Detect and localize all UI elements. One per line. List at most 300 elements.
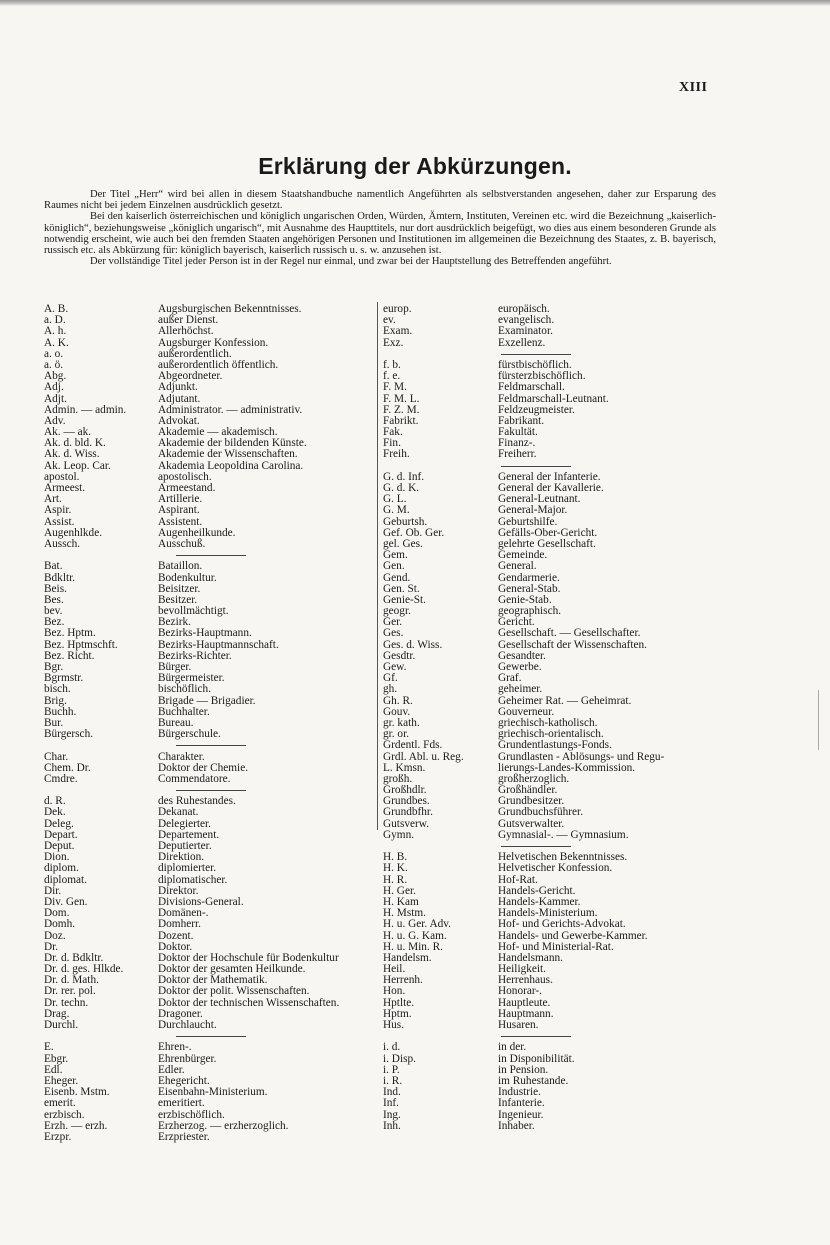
abbreviation-meaning: Ehren-. bbox=[158, 1041, 192, 1054]
abbreviation-meaning: Adjutant. bbox=[158, 392, 201, 405]
page-edge-mark bbox=[818, 690, 825, 750]
abbreviation: Dr. d. ges. Hlkde. bbox=[44, 964, 124, 976]
abbreviation-meaning: Commendatore. bbox=[158, 772, 231, 785]
abbreviation: Heil. bbox=[383, 964, 406, 976]
abbreviation-entry bbox=[44, 371, 374, 382]
abbreviation: a. D. bbox=[44, 315, 66, 327]
abbreviation: Bgrmstr. bbox=[44, 673, 84, 685]
abbreviation: F. M. L. bbox=[383, 393, 420, 405]
abbreviation-entry bbox=[44, 752, 374, 763]
abbreviation: Abg. bbox=[44, 371, 67, 383]
section-separator bbox=[44, 1031, 374, 1042]
abbreviation: i. d. bbox=[383, 1042, 401, 1054]
abbreviation-meaning: Gutsverwalter. bbox=[498, 817, 565, 830]
abbreviation-entry bbox=[383, 1110, 719, 1121]
abbreviation: G. M. bbox=[383, 505, 410, 517]
abbreviation: A. h. bbox=[44, 326, 67, 338]
abbreviation: Gymn. bbox=[383, 829, 415, 841]
abbreviation-meaning: Hof- und Ministerial-Rat. bbox=[498, 940, 614, 953]
section-separator bbox=[44, 740, 374, 751]
abbreviation-meaning: Departement. bbox=[158, 828, 220, 841]
abbreviation: Bürgersch. bbox=[44, 729, 94, 741]
abbreviation-meaning: Allerhöchst. bbox=[158, 325, 214, 338]
abbreviation-meaning: Heiligkeit. bbox=[498, 963, 547, 976]
abbreviation-meaning: Doktor der polit. Wissenschaften. bbox=[158, 985, 310, 998]
abbreviation-meaning: Examinator. bbox=[498, 325, 553, 338]
abbreviation: a. ö. bbox=[44, 359, 64, 371]
abbreviation-meaning: bischöflich. bbox=[158, 683, 212, 696]
abbreviation-entry bbox=[44, 561, 374, 572]
abbreviation-entry bbox=[44, 1098, 374, 1109]
abbreviation-entry bbox=[44, 528, 374, 539]
abbreviation-meaning: Doktor der Hochschule für Bodenkultur bbox=[158, 951, 339, 964]
abbreviation-meaning: Charakter. bbox=[158, 750, 205, 763]
abbreviation: ev. bbox=[383, 315, 396, 327]
abbreviation-entry bbox=[383, 449, 719, 460]
abbreviation: Hptlte. bbox=[383, 997, 415, 1009]
abbreviation-entry bbox=[383, 573, 719, 584]
abbreviation-meaning: Feldmarschall-Leutnant. bbox=[498, 392, 609, 405]
abbreviation-meaning: Herrenhaus. bbox=[498, 974, 553, 987]
abbreviation: H. u. Min. R. bbox=[383, 941, 443, 953]
abbreviation-entry bbox=[44, 841, 374, 852]
abbreviation-meaning: Gesellschaft. — Gesellschafter. bbox=[498, 627, 641, 640]
abbreviation: Freih. bbox=[383, 449, 410, 461]
abbreviation-entry bbox=[44, 774, 374, 785]
abbreviation: Drag. bbox=[44, 1008, 70, 1020]
page-title: Erklärung der Abkürzungen. bbox=[258, 153, 572, 179]
abbreviation-meaning: Brigade — Brigadier. bbox=[158, 694, 256, 707]
abbreviation-meaning: Erzherzog. — erzherzoglich. bbox=[158, 1119, 289, 1132]
abbreviation-entry bbox=[383, 628, 719, 639]
abbreviation-meaning: Ehegericht. bbox=[158, 1074, 210, 1087]
abbreviation: Bez. Richt. bbox=[44, 650, 95, 662]
abbreviation: Bdkltr. bbox=[44, 572, 76, 584]
section-separator bbox=[44, 550, 374, 561]
abbreviation-meaning: General. bbox=[498, 560, 537, 573]
abbreviation-meaning: Genie-Stab. bbox=[498, 593, 552, 606]
abbreviation-meaning: Grundbuchsführer. bbox=[498, 806, 584, 819]
abbreviation-meaning: Helvetischen Bekenntnisses. bbox=[498, 851, 628, 864]
abbreviation: Gef. Ob. Ger. bbox=[383, 527, 445, 539]
page-number: XIII bbox=[679, 80, 708, 95]
abbreviation-meaning: Dragoner. bbox=[158, 1007, 203, 1020]
abbreviation: Doz. bbox=[44, 930, 66, 942]
separator-rule bbox=[501, 354, 571, 355]
abbreviation-meaning: Domänen-. bbox=[158, 907, 209, 920]
abbreviation: großh. bbox=[383, 773, 413, 785]
abbreviation: Beis. bbox=[44, 583, 67, 595]
abbreviation: Cmdre. bbox=[44, 773, 78, 785]
intro-paragraph: Der Titel „Herr“ wird bei allen in diesem Staatshandbuche namentlich Angeführten als selbstverstanden angesehen, daher zur Ersparung des Raumes nicht bei jedem Einzelnen ausdrücklich gesetzt. bbox=[44, 189, 716, 212]
abbreviation-entry bbox=[383, 416, 719, 427]
abbreviation: gh. bbox=[383, 684, 398, 696]
abbreviation-meaning: Bezirks-Hauptmann. bbox=[158, 627, 252, 640]
abbreviation: Gutsverw. bbox=[383, 818, 430, 830]
abbreviation-meaning: Graf. bbox=[498, 672, 522, 685]
abbreviation: Bez. Hptm. bbox=[44, 628, 96, 640]
abbreviation-meaning: Ausschuß. bbox=[158, 537, 206, 550]
abbreviation: Hus. bbox=[383, 1020, 405, 1031]
abbreviation-meaning: Bodenkultur. bbox=[158, 571, 217, 584]
abbreviation-meaning: Administrator. — administrativ. bbox=[158, 403, 303, 416]
abbreviation-meaning: Doktor der Mathematik. bbox=[158, 974, 268, 987]
abbreviation: gel. Ges. bbox=[383, 538, 423, 550]
abbreviation-meaning: griechisch-katholisch. bbox=[498, 716, 598, 729]
abbreviation-meaning: gelehrte Gesellschaft. bbox=[498, 537, 596, 550]
abbreviation: Dr. techn. bbox=[44, 997, 89, 1009]
abbreviation-entry bbox=[44, 1132, 374, 1143]
abbreviation: Handelsm. bbox=[383, 952, 432, 964]
abbreviation: emerit. bbox=[44, 1098, 76, 1110]
abbreviation-meaning: Gemeinde. bbox=[498, 549, 548, 562]
abbreviation: bisch. bbox=[44, 684, 71, 696]
abbreviation-meaning: großherzoglich. bbox=[498, 772, 570, 785]
abbreviation-meaning: Abgeordneter. bbox=[158, 370, 223, 383]
abbreviation-entry bbox=[44, 326, 374, 337]
abbreviation-meaning: diplomatischer. bbox=[158, 873, 228, 886]
abbreviation-meaning: Buchhalter. bbox=[158, 705, 210, 718]
abbreviation: Augenhlkde. bbox=[44, 527, 103, 539]
abbreviation: Brig. bbox=[44, 695, 67, 707]
abbreviation-meaning: Feldmarschall. bbox=[498, 381, 565, 394]
abbreviation: Inf. bbox=[383, 1098, 399, 1110]
abbreviation-meaning: Hauptmann. bbox=[498, 1007, 554, 1020]
abbreviation-meaning: Gouverneur. bbox=[498, 705, 555, 718]
abbreviation: Dir. bbox=[44, 885, 62, 897]
abbreviation-entry bbox=[44, 449, 374, 460]
abbreviation-meaning: Ingenieur. bbox=[498, 1108, 544, 1121]
abbreviation: Grdentl. Fds. bbox=[383, 740, 443, 752]
section-separator bbox=[383, 461, 719, 472]
abbreviation-entry bbox=[383, 931, 719, 942]
abbreviation: Adj. bbox=[44, 382, 64, 394]
abbreviation-meaning: Grundbesitzer. bbox=[498, 795, 565, 808]
abbreviation: Ing. bbox=[383, 1109, 401, 1121]
abbreviation-meaning: Bureau. bbox=[158, 716, 194, 729]
separator-rule bbox=[176, 555, 246, 556]
abbreviation-meaning: griechisch-orientalisch. bbox=[498, 728, 604, 741]
abbreviation-entry bbox=[383, 561, 719, 572]
abbreviation-entry bbox=[383, 394, 719, 405]
abbreviation: A. K. bbox=[44, 337, 69, 349]
abbreviation: Herrenh. bbox=[383, 975, 423, 987]
abbreviation: Bez. bbox=[44, 617, 65, 629]
abbreviation-meaning: Doktor. bbox=[158, 940, 193, 953]
abbreviation: Art. bbox=[44, 494, 62, 506]
abbreviation-meaning: Doktor der Chemie. bbox=[158, 761, 249, 774]
abbreviation-meaning: Dekanat. bbox=[158, 806, 199, 819]
abbreviation: diplomat. bbox=[44, 874, 87, 886]
abbreviation-meaning: in Pension. bbox=[498, 1063, 549, 1076]
abbreviation-meaning: Großhändler. bbox=[498, 784, 558, 797]
abbreviation-meaning: Feldzeugmeister. bbox=[498, 403, 575, 416]
abbreviation-meaning: Delegierter. bbox=[158, 817, 212, 830]
abbreviation: Fin. bbox=[383, 438, 401, 450]
abbreviation: Bur. bbox=[44, 717, 64, 729]
abbreviation: Ges. bbox=[383, 628, 404, 640]
abbreviation-entry bbox=[383, 830, 719, 841]
abbreviation-meaning: außerordentlich öffentlich. bbox=[158, 358, 279, 371]
abbreviation-meaning: Advokat. bbox=[158, 414, 200, 427]
abbreviation: f. b. bbox=[383, 359, 401, 371]
separator-rule bbox=[501, 846, 571, 847]
abbreviation-entry bbox=[383, 606, 719, 617]
abbreviation: Dr. d. Bdkltr. bbox=[44, 952, 104, 964]
abbreviation: A. B. bbox=[44, 304, 69, 315]
section-separator bbox=[383, 1031, 719, 1042]
intro-paragraph: Bei den kaiserlich österreichischen und königlich ungarischen Orden, Würden, Ämtern, Instituten, Vereinen etc. wird die Bezeichnung „kaiserlich-königlich“, beziehungsweise „königlich ungarisch“, mit Ausnahme des Haupttitels, nur dort ausdrücklich beigefügt, wo dies aus einem besonderen Grunde als notwendig erscheint, wie auch bei den fremden Staaten angehörigen Personen und Institutionen im allgemeinen die Bezeichnung des Staates, z. B. bayerisch, russisch etc. als Abkürzung für: königlich bayerisch, kaiserlich russisch u. s. w. anzusehen ist. bbox=[44, 211, 716, 257]
abbreviation: Gem. bbox=[383, 550, 408, 562]
abbreviation: H. B. bbox=[383, 852, 408, 864]
abbreviation: geogr. bbox=[383, 606, 411, 618]
abbreviation-entry bbox=[383, 640, 719, 651]
section-separator bbox=[383, 841, 719, 852]
abbreviation-meaning: Geheimer Rat. — Geheimrat. bbox=[498, 694, 632, 707]
abbreviation-meaning: Bataillon. bbox=[158, 560, 203, 573]
abbreviation: Adjt. bbox=[44, 393, 67, 405]
abbreviation-entry bbox=[44, 382, 374, 393]
abbreviation: f. e. bbox=[383, 371, 401, 383]
abbreviation-entry bbox=[383, 1009, 719, 1020]
intro-paragraph: Der vollständige Titel jeder Person ist in der Regel nur einmal, und zwar bei der Hauptstellung des Betreffenden angeführt. bbox=[90, 256, 612, 268]
abbreviation-meaning: Dozent. bbox=[158, 929, 194, 942]
abbreviation-entry bbox=[383, 919, 719, 930]
abbreviation-entry bbox=[44, 863, 374, 874]
abbreviation: diplom. bbox=[44, 863, 79, 875]
abbreviation: Fabrikt. bbox=[383, 415, 419, 427]
abbreviation-entry bbox=[383, 1098, 719, 1109]
abbreviation-list-right bbox=[383, 304, 719, 1132]
abbreviation: Ak. — ak. bbox=[44, 427, 92, 439]
abbreviation: d. R. bbox=[44, 796, 66, 808]
abbreviation: gr. or. bbox=[383, 729, 410, 741]
abbreviation: Dion. bbox=[44, 852, 70, 864]
abbreviation-meaning: Gesellschaft der Wissenschaften. bbox=[498, 638, 647, 651]
abbreviation: Hptm. bbox=[383, 1008, 412, 1020]
abbreviation: Ges. d. Wiss. bbox=[383, 639, 443, 651]
abbreviation-meaning: evangelisch. bbox=[498, 314, 555, 327]
abbreviation-entry bbox=[44, 919, 374, 930]
abbreviation-meaning: Gendarmerie. bbox=[498, 571, 560, 584]
abbreviation-entry bbox=[383, 405, 719, 416]
abbreviation-meaning: Handels- und Gewerbe-Kammer. bbox=[498, 929, 648, 942]
abbreviation: Char. bbox=[44, 751, 69, 763]
abbreviation-meaning: Armeestand. bbox=[158, 482, 216, 494]
separator-rule bbox=[501, 1036, 571, 1037]
abbreviation-entry bbox=[383, 740, 719, 751]
abbreviation: Domh. bbox=[44, 919, 76, 931]
abbreviation: Gend. bbox=[383, 572, 411, 584]
abbreviation-meaning: Gewerbe. bbox=[498, 661, 542, 673]
abbreviation-entry bbox=[44, 505, 374, 516]
abbreviation: Eisenb. Mstm. bbox=[44, 1087, 110, 1099]
abbreviation: Genie-St. bbox=[383, 594, 426, 606]
abbreviation: G. L. bbox=[383, 494, 407, 506]
abbreviation-meaning: Bezirks-Hauptmannschaft. bbox=[158, 638, 279, 651]
abbreviation-meaning: Durchlaucht. bbox=[158, 1019, 217, 1031]
abbreviation: Deleg. bbox=[44, 818, 74, 830]
abbreviation-meaning: in der. bbox=[498, 1041, 527, 1054]
abbreviation-entry bbox=[383, 1121, 719, 1132]
abbreviation-entry bbox=[44, 494, 374, 505]
abbreviation-meaning: Assistent. bbox=[158, 515, 203, 528]
abbreviation-entry bbox=[383, 382, 719, 393]
abbreviation-entry bbox=[383, 539, 719, 550]
abbreviation-entry bbox=[44, 606, 374, 617]
abbreviation: Gen. bbox=[383, 561, 405, 573]
abbreviation: bev. bbox=[44, 606, 63, 618]
abbreviation: Dek. bbox=[44, 807, 66, 819]
abbreviation-entry bbox=[44, 483, 374, 494]
abbreviation: H. K. bbox=[383, 863, 408, 875]
abbreviation: Inh. bbox=[383, 1120, 401, 1132]
abbreviation-entry bbox=[383, 1076, 719, 1087]
abbreviation: i. R. bbox=[383, 1075, 403, 1087]
abbreviation: Dr. bbox=[44, 941, 59, 953]
abbreviation: Fak. bbox=[383, 427, 403, 439]
abbreviation-entry bbox=[44, 1042, 374, 1053]
abbreviation-meaning: Gefälls-Ober-Gericht. bbox=[498, 526, 598, 539]
abbreviation-meaning: General-Major. bbox=[498, 504, 568, 517]
abbreviation-meaning: außer Dienst. bbox=[158, 314, 219, 327]
abbreviation-meaning: Finanz-. bbox=[498, 437, 536, 450]
abbreviation: G. d. K. bbox=[383, 483, 420, 494]
abbreviation-meaning: Hof-Rat. bbox=[498, 873, 538, 886]
abbreviation: Exz. bbox=[383, 337, 404, 349]
abbreviation: Grdl. Abl. u. Reg. bbox=[383, 751, 464, 763]
abbreviation-meaning: Akademie — akademisch. bbox=[158, 426, 278, 439]
abbreviation-meaning: Hauptleute. bbox=[498, 996, 551, 1009]
abbreviation: Exam. bbox=[383, 326, 413, 338]
abbreviation: Deput. bbox=[44, 841, 75, 852]
abbreviation-meaning: Honorar-. bbox=[498, 985, 543, 998]
abbreviation: Bez. Hptmschft. bbox=[44, 639, 118, 651]
abbreviation: Gh. R. bbox=[383, 695, 413, 707]
abbreviation: Assist. bbox=[44, 516, 75, 528]
abbreviation-meaning: Infanterie. bbox=[498, 1097, 545, 1110]
abbreviation-meaning: Bürgerschule. bbox=[158, 728, 221, 741]
abbreviation-entry bbox=[44, 796, 374, 807]
abbreviation-meaning: Geburtshilfe. bbox=[498, 515, 558, 528]
abbreviation-meaning: Augenheilkunde. bbox=[158, 526, 236, 539]
abbreviation: F. M. bbox=[383, 382, 407, 394]
abbreviation-meaning: Besitzer. bbox=[158, 593, 198, 606]
abbreviation: Chem. Dr. bbox=[44, 762, 91, 774]
abbreviation: H. Kam bbox=[383, 896, 419, 908]
abbreviation: europ. bbox=[383, 304, 412, 315]
page-top-edge bbox=[0, 0, 830, 6]
abbreviation: Bes. bbox=[44, 594, 64, 606]
column-divider bbox=[377, 302, 378, 830]
abbreviation-meaning: Adjunkt. bbox=[158, 381, 198, 394]
abbreviation: Aspir. bbox=[44, 505, 72, 517]
abbreviation-meaning: fürsterzbischöflich. bbox=[498, 370, 586, 383]
abbreviation: Admin. — admin. bbox=[44, 404, 127, 416]
abbreviation-meaning: Freiherr. bbox=[498, 448, 537, 461]
abbreviation-meaning: europäisch. bbox=[498, 303, 550, 315]
abbreviation: H. u. G. Kam. bbox=[383, 930, 447, 942]
abbreviation-meaning: Augsburger Konfession. bbox=[158, 336, 269, 349]
abbreviation-meaning: emeritiert. bbox=[158, 1097, 205, 1110]
abbreviation-meaning: Ehrenbürger. bbox=[158, 1052, 217, 1065]
abbreviation-meaning: Artillerie. bbox=[158, 493, 203, 506]
abbreviation-entry bbox=[44, 1110, 374, 1121]
abbreviation: Erzh. — erzh. bbox=[44, 1120, 108, 1132]
abbreviation-meaning: Akademie der bildenden Künste. bbox=[158, 437, 307, 450]
abbreviation-entry bbox=[383, 986, 719, 997]
abbreviation-meaning: apostolisch. bbox=[158, 470, 212, 483]
abbreviation-meaning: Grundlasten - Ablösungs- und Regu- bbox=[498, 750, 665, 763]
abbreviation-meaning: des Ruhestandes. bbox=[158, 795, 236, 808]
abbreviation-meaning: Gesandter. bbox=[498, 649, 546, 662]
abbreviation-meaning: lierungs-Landes-Kommission. bbox=[498, 761, 636, 774]
section-separator bbox=[383, 349, 719, 360]
abbreviation: apostol. bbox=[44, 471, 80, 483]
abbreviation-meaning: außerordentlich. bbox=[158, 347, 232, 360]
abbreviation: Buchh. bbox=[44, 706, 77, 718]
abbreviation-entry bbox=[44, 729, 374, 740]
abbreviation: Grundbes. bbox=[383, 796, 430, 808]
abbreviation-meaning: Hof- und Gerichts-Advokat. bbox=[498, 918, 626, 931]
abbreviation-entry bbox=[383, 338, 719, 349]
abbreviation-meaning: geographisch. bbox=[498, 605, 562, 618]
abbreviation-meaning: Doktor der gesamten Heilkunde. bbox=[158, 963, 306, 976]
abbreviation-meaning: Beisitzer. bbox=[158, 582, 201, 595]
abbreviation: Dr. d. Math. bbox=[44, 975, 99, 987]
abbreviation-entry bbox=[44, 897, 374, 908]
abbreviation: Dr. rer. pol. bbox=[44, 986, 96, 998]
abbreviation: Bat. bbox=[44, 561, 63, 573]
abbreviation: Erzpr. bbox=[44, 1131, 72, 1143]
abbreviation-meaning: Eisenbahn-Ministerium. bbox=[158, 1086, 268, 1099]
abbreviation: Ak. Leop. Car. bbox=[44, 460, 111, 472]
abbreviation: Gouv. bbox=[383, 706, 411, 718]
abbreviation: Gf. bbox=[383, 673, 398, 685]
intro-text bbox=[44, 189, 716, 267]
abbreviation-entry bbox=[383, 1020, 719, 1031]
abbreviation: L. Kmsn. bbox=[383, 762, 426, 774]
abbreviation-meaning: Gymnasial-. — Gymnasium. bbox=[498, 828, 629, 841]
abbreviation-entry bbox=[383, 807, 719, 818]
abbreviation-entry bbox=[44, 875, 374, 886]
abbreviation-entry bbox=[44, 584, 374, 595]
abbreviation: i. Disp. bbox=[383, 1053, 416, 1065]
abbreviation-entry bbox=[383, 953, 719, 964]
abbreviation-entry bbox=[383, 550, 719, 561]
abbreviation-meaning: Handels-Kammer. bbox=[498, 895, 581, 908]
abbreviation-meaning: in Disponibilität. bbox=[498, 1052, 575, 1065]
abbreviation-meaning: Bürger. bbox=[158, 661, 192, 673]
abbreviation-entry bbox=[383, 1054, 719, 1065]
abbreviation-entry bbox=[44, 628, 374, 639]
abbreviation-meaning: Exzellenz. bbox=[498, 336, 546, 349]
abbreviation-meaning: Bezirk. bbox=[158, 616, 191, 629]
abbreviation: Ak. d. bld. K. bbox=[44, 438, 106, 450]
abbreviation: i. P. bbox=[383, 1064, 400, 1076]
abbreviation-meaning: Akademia Leopoldina Carolina. bbox=[158, 459, 304, 472]
abbreviation-meaning: Direktor. bbox=[158, 884, 199, 897]
abbreviation-entry bbox=[383, 673, 719, 684]
abbreviation-meaning: Gericht. bbox=[498, 616, 535, 629]
abbreviation-entry bbox=[383, 662, 719, 673]
abbreviation-meaning: Divisions-General. bbox=[158, 895, 244, 908]
abbreviation-entry bbox=[383, 427, 719, 438]
abbreviation: Depart. bbox=[44, 829, 78, 841]
abbreviation-meaning: im Ruhestande. bbox=[498, 1074, 569, 1087]
abbreviation-meaning: Handels-Ministerium. bbox=[498, 907, 598, 920]
abbreviation-entry bbox=[383, 863, 719, 874]
